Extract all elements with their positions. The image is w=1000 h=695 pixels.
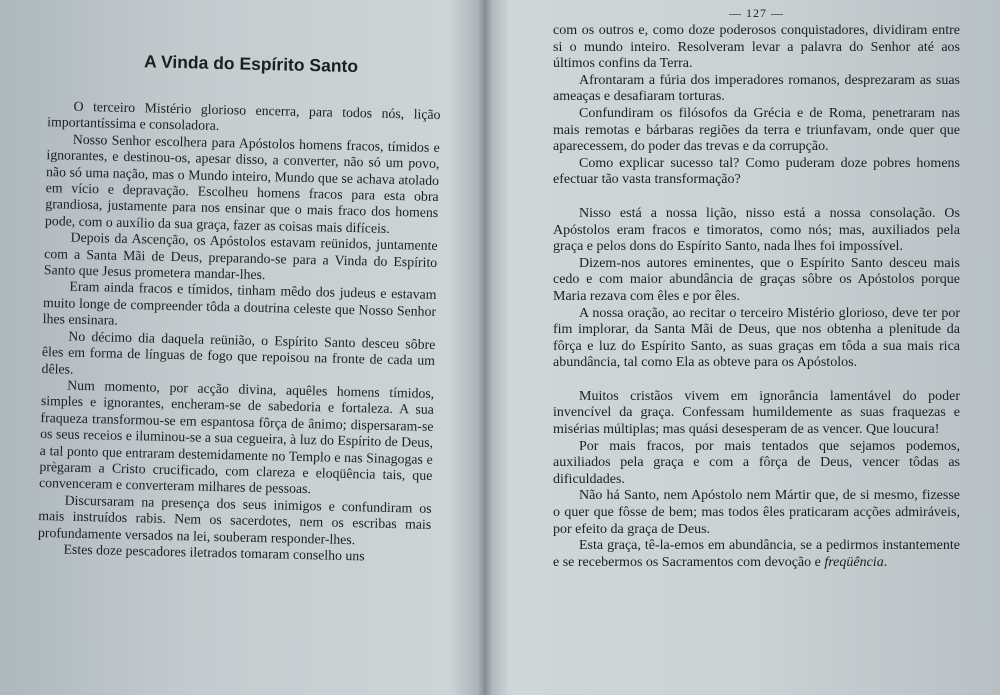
left-paragraph: Num momento, por acção divina, aquêles homens tímidos, simples e ignorantes, encheram-se de sabedoria e fortaleza. A sua fraqueza transformou-se em espantosa fôrça de ânimo; dispersaram-se os seus receios e iluminou-se a sua cegueira, à luz do Espírito de Deus, a tal ponto que entraram destemidamente no Templo e nas Sinagogas e prègaram a Cristo crucificado, com clareza e eloqüência tais, que convenceram e converteram milhares de pessoas. xyxy=(38,377,435,497)
book-gutter xyxy=(478,0,492,695)
left-paragraph: Depois da Ascenção, os Apóstolos estavam reünidos, juntamente com a Santa Mãi de Deus, preparando-se para a Vinda do Espírito Santo que Jesus prometera mandar-lhes. xyxy=(43,229,438,283)
right-paragraph: A nossa oração, ao recitar o terceiro Mistério glorioso, deve ter por fim implorar, da Santa Mãi de Deus, que nos obtenha a plenitude da fôrça e luz do Espírito Santo, as suas graças em tôda a sua mais rica abundância, tal como Ela as obteve para os Apóstolos. xyxy=(553,305,960,371)
italic-word: freqüência xyxy=(824,554,884,570)
right-paragraph: com os outros e, como doze poderosos conquistadores, dividiram entre si o mundo inteiro. Resolveram levar a palavra do Senhor até aos últimos confins da Terra. xyxy=(553,23,960,72)
right-paragraph: Como explicar sucesso tal? Como puderam doze pobres homens efectuar tão vasta transformação? xyxy=(553,155,960,188)
right-paragraph: Não há Santo, nem Apóstolo nem Mártir que, de si mesmo, fizesse o quer que fôsse de bem; mas todos êles praticaram acções admiráveis, por efeito da graça de Deus. xyxy=(553,488,960,537)
page-number: — 127 — xyxy=(729,6,784,20)
left-paragraph: No décimo dia daquela reünião, o Espírito Santo desceu sôbre êles em forma de línguas de fogo que repoisou na fronte de cada um dêles. xyxy=(41,328,436,377)
last-paragraph-end: . xyxy=(883,554,888,570)
right-paragraph: Muitos cristãos vivem em ignorância lamentável do poder invencível da graça. Confessam humildemente as suas fraquezas e misérias múltiplas; mas quási desesperam de as vencer. Que loucura! xyxy=(553,388,960,438)
right-paragraph: Nisso está a nossa lição, nisso está a nossa consolação. Os Apóstolos eram fracos e timoratos, como nós; mas, auxiliados pela graça e pelos dons do Espírito Santo, nada lhes foi impossível. xyxy=(553,205,960,255)
right-page xyxy=(495,0,1000,695)
right-paragraph-last xyxy=(553,538,960,571)
right-paragraph: Por mais fracos, por mais tentados que sejamos podemos, auxiliados pela graça e com a fôrça de Deus, vencer tôdas as dificuldades. xyxy=(553,438,960,487)
right-paragraph: Afrontaram a fúria dos imperadores romanos, desprezaram as suas ameaças e desafiaram torturas. xyxy=(553,72,960,105)
left-paragraph: Estes doze pescadores iletrados tomaram conselho uns xyxy=(63,541,365,564)
last-paragraph-text: Esta graça, tê-la-emos em abundância, se a pedirmos instantemente e se recebermos os Sacramentos com devoção e xyxy=(553,538,960,570)
chapter-title: A Vinda do Espírito Santo xyxy=(143,51,359,77)
left-page xyxy=(0,0,485,695)
right-paragraph: Dizem-nos autores eminentes, que o Espírito Santo desceu mais cedo e com maior abundância de graças sôbre os Apóstolos porque Maria rezava com êles e por êles. xyxy=(553,255,960,304)
left-paragraph: Nosso Senhor escolhera para Apóstolos homens fracos, tímidos e ignorantes, e destinou-os, apesar disso, a converter, não só um povo, não só uma nação, mas o Mundo inteiro, Mundo que se achava atolado em vício e depravação. Escolheu homens fracos para esta obra grandiosa, justamente para nos ensinar que o mais fraco dos homens pode, com o auxílio da sua graça, fazer as coisas mais difíceis. xyxy=(44,131,440,236)
left-paragraph: O terceiro Mistério glorioso encerra, para todos nós, lição importantíssima e consoladora. xyxy=(47,98,441,134)
left-paragraph: Eram ainda fracos e tímidos, tinham mêdo dos judeus e estavam muito longe de compreender tôda a doutrina celeste que Nosso Senhor lhes ensinara. xyxy=(42,279,437,329)
right-paragraph: Confundiram os filósofos da Grécia e de Roma, penetraram nas mais remotas e bárbaras regiões da terra e triunfavam, onde quer que aparecessem, do poder das trevas e da corrupção. xyxy=(553,105,960,155)
left-paragraph: Discursaram na presença dos seus inimigos e confundiram os mais instruídos rabis. Nem os sacerdotes, nem os escribas mais profundamente versados na lei, souberam responder-lhes. xyxy=(37,492,432,547)
